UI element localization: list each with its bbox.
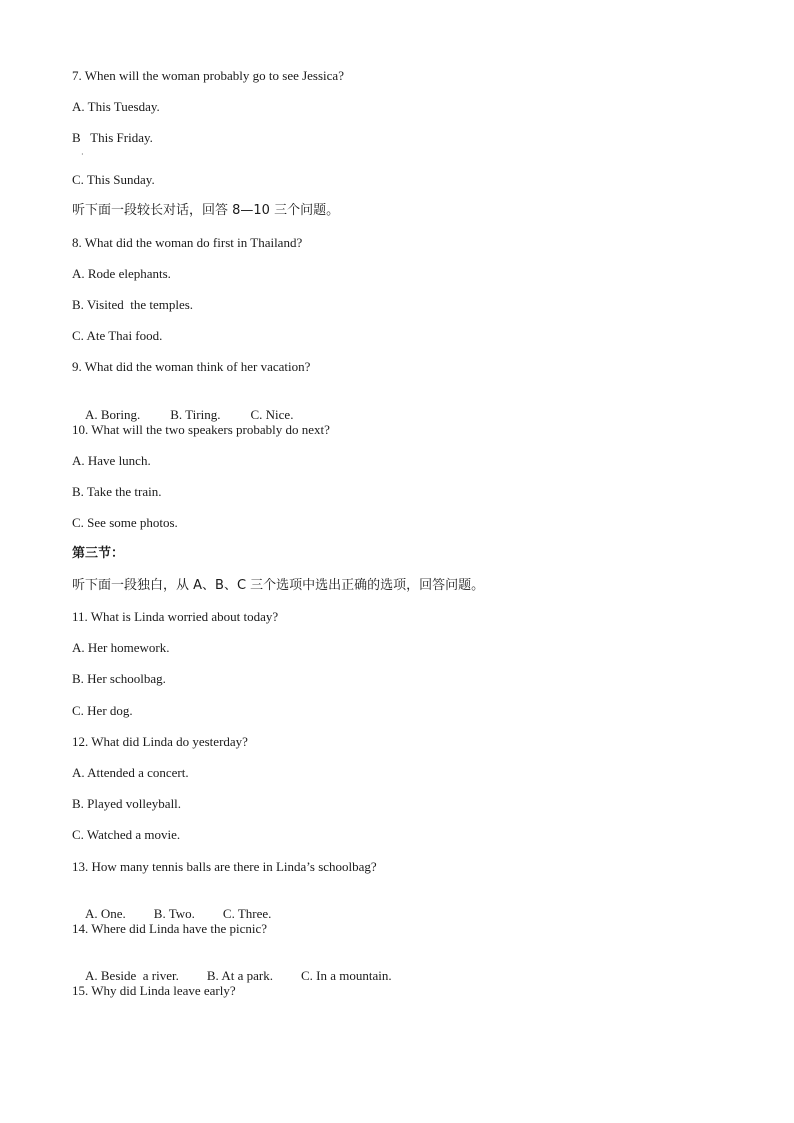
q8-option-c: C. Ate Thai food.	[72, 328, 163, 343]
q7-option-a: A. This Tuesday.	[72, 99, 160, 114]
section2-instruction: 听下面一段较长对话，回答 8—10 三个问题。	[72, 203, 340, 218]
q11-option-c: C. Her dog.	[72, 703, 133, 718]
q12-option-a: A. Attended a concert.	[72, 765, 189, 780]
q8-option-a: A. Rode elephants.	[72, 266, 171, 281]
question-11: 11. What is Linda worried about today?	[72, 609, 279, 624]
question-9: 9. What did the woman think of her vacation?	[72, 359, 311, 374]
q10-option-c: C. See some photos.	[72, 515, 178, 530]
q14-option-c: C. In a mountain.	[300, 968, 392, 983]
q13-option-b: B. Two.	[153, 906, 195, 921]
q12-option-b: B. Played volleyball.	[72, 796, 182, 811]
question-10: 10. What will the two speakers probably do next?	[72, 422, 330, 437]
q13-option-c: C. Three.	[222, 906, 272, 921]
question-15: 15. Why did Linda leave early?	[72, 983, 236, 998]
q14-option-b: B. At a park.	[206, 968, 273, 983]
q13-option-a: A. One.	[85, 906, 126, 921]
q9-option-a: A. Boring.	[85, 407, 141, 422]
stray-dot-mark: ·	[81, 150, 84, 159]
q10-option-b: B. Take the train.	[72, 484, 162, 499]
q11-option-a: A. Her homework.	[72, 640, 170, 655]
question-12: 12. What did Linda do yesterday?	[72, 734, 248, 749]
question-13: 13. How many tennis balls are there in Linda’s schoolbag?	[72, 859, 377, 874]
question-7: 7. When will the woman probably go to see Jessica?	[72, 68, 344, 83]
question-14: 14. Where did Linda have the picnic?	[72, 921, 268, 936]
q9-option-b: B. Tiring.	[170, 407, 221, 422]
section3-heading: 第三节：	[72, 546, 125, 561]
q10-option-a: A. Have lunch.	[72, 453, 151, 468]
q7-option-c: C. This Sunday.	[72, 172, 155, 187]
q7-option-b: B This Friday.	[72, 130, 153, 145]
q11-option-b: B. Her schoolbag.	[72, 671, 166, 686]
section3-instruction: 听下面一段独白，从 A、B、C 三个选项中选出正确的选项，回答问题。	[72, 578, 485, 593]
q8-option-b: B. Visited the temples.	[72, 297, 194, 312]
q12-option-c: C. Watched a movie.	[72, 827, 181, 842]
q14-option-a: A. Beside a river.	[85, 968, 179, 983]
question-8: 8. What did the woman do first in Thailand?	[72, 235, 303, 250]
q9-option-c: C. Nice.	[250, 407, 294, 422]
